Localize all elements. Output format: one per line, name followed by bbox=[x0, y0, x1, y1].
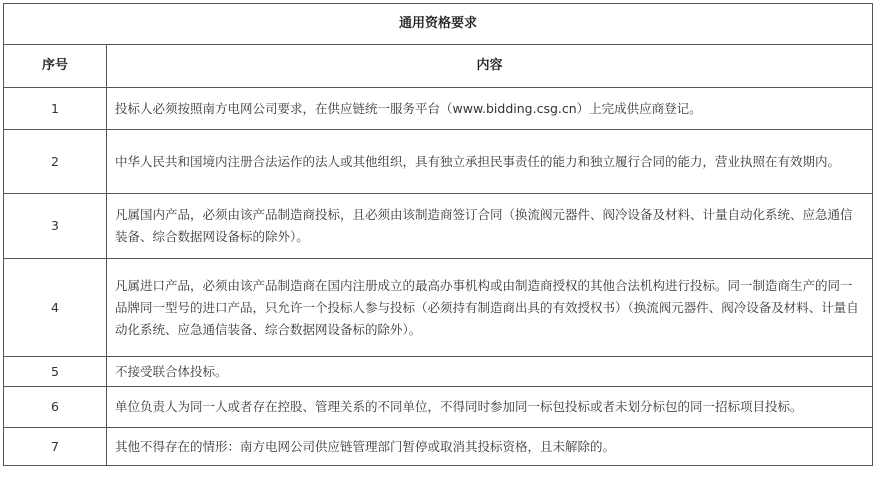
table-row bbox=[4, 357, 873, 387]
table-row bbox=[4, 387, 873, 428]
table-row bbox=[4, 259, 873, 357]
row-number: 7 bbox=[4, 428, 107, 466]
row-number: 4 bbox=[4, 259, 107, 357]
row-number: 3 bbox=[4, 194, 107, 259]
header-content: 内容 bbox=[107, 45, 873, 88]
table-row bbox=[4, 130, 873, 194]
row-content: 其他不得存在的情形：南方电网公司供应链管理部门暂停或取消其投标资格，且未解除的。 bbox=[107, 428, 873, 466]
table-row bbox=[4, 428, 873, 466]
row-number: 6 bbox=[4, 387, 107, 428]
table-title: 通用资格要求 bbox=[4, 4, 873, 45]
row-number: 2 bbox=[4, 130, 107, 194]
row-number: 5 bbox=[4, 357, 107, 387]
row-content: 凡属国内产品，必须由该产品制造商投标，且必须由该制造商签订合同（换流阀元器件、阀冷设备及材料、计量自动化系统、应急通信装备、综合数据网设备标的除外）。 bbox=[107, 194, 873, 259]
header-number: 序号 bbox=[4, 45, 107, 88]
header-row bbox=[4, 45, 873, 88]
row-content: 不接受联合体投标。 bbox=[107, 357, 873, 387]
row-content: 单位负责人为同一人或者存在控股、管理关系的不同单位，不得同时参加同一标包投标或者未划分标包的同一招标项目投标。 bbox=[107, 387, 873, 428]
row-content: 投标人必须按照南方电网公司要求，在供应链统一服务平台（www.bidding.csg.cn）上完成供应商登记。 bbox=[107, 88, 873, 130]
requirements-table bbox=[3, 3, 873, 466]
table-row bbox=[4, 88, 873, 130]
row-number: 1 bbox=[4, 88, 107, 130]
title-row bbox=[4, 4, 873, 45]
row-content: 凡属进口产品，必须由该产品制造商在国内注册成立的最高办事机构或由制造商授权的其他合法机构进行投标。同一制造商生产的同一品牌同一型号的进口产品，只允许一个投标人参与投标（必须持有制造商出具的有效授权书）（换流阀元器件、阀冷设备及材料、计量自动化系统、应急通信装备、综合数据网设备标的除外）。 bbox=[107, 259, 873, 357]
row-content: 中华人民共和国境内注册合法运作的法人或其他组织，具有独立承担民事责任的能力和独立履行合同的能力，营业执照在有效期内。 bbox=[107, 130, 873, 194]
table-row bbox=[4, 194, 873, 259]
